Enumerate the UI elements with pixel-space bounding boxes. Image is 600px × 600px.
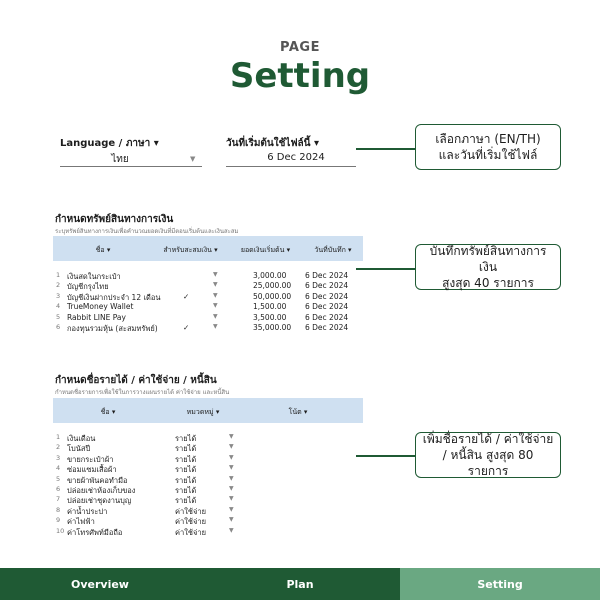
assets-section-subtitle: ระบุทรัพย์สินทางการเงินเพื่อคำนวณยอดเงินที่มีตอนเริ่มต้นและเงินสะสม [55, 228, 239, 235]
row-number: 8 [56, 505, 61, 514]
asset-amount[interactable]: 3,500.00 [253, 312, 287, 322]
row-number: 4 [56, 464, 61, 473]
chevron-down-icon[interactable]: ▼ [229, 484, 234, 492]
language-label[interactable]: Language / ภาษา ▾ [60, 138, 159, 149]
table-row[interactable] [53, 281, 363, 291]
saving-checkbox[interactable]: ✓ [183, 291, 190, 301]
assets-col-saving[interactable]: สำหรับสะสมเงิน ▾ [163, 246, 218, 254]
table-row[interactable] [53, 323, 363, 333]
category-name[interactable]: ค่าไฟฟ้า [67, 517, 95, 527]
category-type[interactable]: รายได้ [175, 485, 197, 495]
asset-date[interactable]: 6 Dec 2024 [305, 302, 349, 312]
table-row[interactable] [53, 292, 363, 302]
chevron-down-icon[interactable]: ▼ [213, 302, 218, 310]
chevron-down-icon[interactable]: ▼ [190, 155, 196, 163]
row-number: 5 [56, 312, 61, 321]
row-number: 1 [56, 433, 61, 441]
category-type[interactable]: รายได้ [175, 444, 197, 454]
category-name[interactable]: ขายกระเป๋าผ้า [67, 454, 114, 464]
saving-checkbox[interactable]: ✓ [183, 322, 190, 332]
category-name[interactable]: ค่าน้ำประปา [67, 506, 108, 516]
asset-amount[interactable]: 50,000.00 [253, 291, 292, 301]
category-type[interactable]: รายได้ [175, 496, 197, 506]
row-number: 10 [56, 526, 65, 535]
row-number: 4 [56, 302, 61, 311]
table-row[interactable] [53, 302, 363, 312]
asset-name[interactable]: บัญชีกรุงไทย [67, 282, 109, 292]
bottom-nav [0, 568, 600, 600]
row-number: 6 [56, 322, 61, 331]
chevron-down-icon[interactable]: ▼ [213, 281, 218, 289]
row-number: 3 [56, 291, 61, 300]
category-name[interactable]: ค่าโทรศัพท์มือถือ [67, 527, 123, 537]
assets-table-header [53, 236, 363, 261]
asset-name[interactable]: TrueMoney Wallet [67, 302, 134, 312]
asset-date[interactable]: 6 Dec 2024 [305, 312, 349, 322]
chevron-down-icon[interactable]: ▼ [229, 505, 234, 513]
asset-date[interactable]: 6 Dec 2024 [305, 322, 349, 332]
chevron-down-icon[interactable]: ▼ [229, 433, 234, 440]
row-number: 9 [56, 516, 61, 525]
asset-amount[interactable]: 25,000.00 [253, 281, 292, 291]
table-row[interactable] [53, 454, 363, 464]
categories-table-header [53, 398, 363, 423]
categories-table-body [53, 433, 363, 551]
asset-amount[interactable]: 3,000.00 [253, 271, 287, 280]
row-number: 2 [56, 281, 61, 290]
chevron-down-icon[interactable]: ▼ [229, 474, 234, 482]
page-label: PAGE [280, 40, 320, 55]
tab-plan[interactable]: Plan [200, 568, 400, 600]
row-number: 7 [56, 495, 61, 504]
asset-date[interactable]: 6 Dec 2024 [305, 281, 349, 291]
start-date-label[interactable]: วันที่เริ่มต้นใช้ไฟล์นี้ ▾ [226, 138, 319, 149]
asset-amount[interactable]: 1,500.00 [253, 302, 287, 312]
table-row[interactable] [53, 464, 363, 474]
categories-col-name[interactable]: ชื่อ ▾ [100, 408, 116, 416]
table-row[interactable] [53, 271, 363, 281]
chevron-down-icon[interactable]: ▼ [229, 464, 234, 472]
tab-overview[interactable]: Overview [0, 568, 200, 600]
table-row[interactable] [53, 516, 363, 526]
language-field-underline [60, 166, 202, 167]
callout-categories: เพิ่มชื่อรายได้ / ค่าใช้จ่าย / หนี้สิน สูงสุด 80 รายการ [415, 432, 561, 478]
tab-setting[interactable]: Setting [400, 568, 600, 600]
category-name[interactable]: โบนัสปี [67, 444, 91, 454]
page-title: Setting [229, 56, 371, 96]
category-type[interactable]: รายได้ [175, 465, 197, 475]
asset-name[interactable]: กองทุนรวมหุ้น (สะสมทรัพย์) [67, 323, 158, 333]
category-type[interactable]: รายได้ [175, 475, 197, 485]
start-date-input[interactable]: 6 Dec 2024 [267, 152, 325, 163]
table-row[interactable] [53, 475, 363, 485]
category-type[interactable]: รายได้ [175, 434, 197, 443]
table-row[interactable] [53, 527, 363, 537]
chevron-down-icon[interactable]: ▼ [213, 322, 218, 330]
categories-section-subtitle: กำหนดชื่อรายการเพื่อใช้ในการวางแผนรายได้ ค่าใช้จ่าย และหนี้สิน [55, 389, 230, 396]
row-number: 5 [56, 474, 61, 483]
chevron-down-icon[interactable]: ▼ [229, 526, 234, 534]
chevron-down-icon[interactable]: ▼ [229, 516, 234, 524]
category-name[interactable]: ซ่อมแซมเสื้อผ้า [67, 465, 117, 475]
callout-connector [356, 455, 416, 457]
category-name[interactable]: ปล่อยเช่าชุดงานบุญ [67, 496, 132, 506]
assets-table-body [53, 271, 363, 337]
categories-section-title: กำหนดชื่อรายได้ / ค่าใช้จ่าย / หนี้สิน [55, 375, 217, 386]
assets-col-amount[interactable]: ยอดเงินเริ่มต้น ▾ [240, 246, 291, 254]
callout-connector [356, 148, 416, 150]
table-row[interactable] [53, 506, 363, 516]
asset-amount[interactable]: 35,000.00 [253, 322, 292, 332]
chevron-down-icon[interactable]: ▼ [213, 312, 218, 320]
category-type[interactable]: ค่าใช้จ่าย [175, 527, 206, 537]
table-row[interactable] [53, 433, 363, 443]
callout-connector [356, 268, 416, 270]
asset-name[interactable]: บัญชีเงินฝากประจำ 12 เดือน [67, 292, 161, 302]
assets-col-date[interactable]: วันที่บันทึก ▾ [314, 246, 352, 254]
row-number: 3 [56, 453, 61, 462]
category-name[interactable]: ขายผ้าพันคอทำมือ [67, 475, 128, 485]
row-number: 1 [56, 271, 61, 279]
category-type[interactable]: ค่าใช้จ่าย [175, 517, 206, 527]
language-select[interactable]: ไทย [111, 154, 129, 165]
row-number: 6 [56, 484, 61, 493]
chevron-down-icon[interactable]: ▼ [229, 453, 234, 461]
asset-date[interactable]: 6 Dec 2024 [305, 271, 349, 280]
table-row[interactable] [53, 485, 363, 495]
category-type[interactable]: ค่าใช้จ่าย [175, 506, 206, 516]
asset-name[interactable]: เงินสดในกระเป๋า [67, 272, 121, 281]
chevron-down-icon[interactable]: ▼ [213, 271, 218, 278]
start-date-underline [226, 166, 356, 167]
table-row[interactable] [53, 313, 363, 323]
asset-date[interactable]: 6 Dec 2024 [305, 291, 349, 301]
callout-assets: บันทึกทรัพย์สินทางการเงิน สูงสุด 40 รายการ [415, 244, 561, 290]
category-type[interactable]: รายได้ [175, 454, 197, 464]
callout-language: เลือกภาษา (EN/TH) และวันที่เริ่มใช้ไฟล์ [415, 124, 561, 170]
category-name[interactable]: เงินเดือน [67, 434, 96, 443]
assets-col-name[interactable]: ชื่อ ▾ [95, 246, 111, 254]
assets-section-title: กำหนดทรัพย์สินทางการเงิน [55, 214, 174, 225]
table-row[interactable] [53, 443, 363, 453]
chevron-down-icon[interactable]: ▼ [213, 291, 218, 299]
row-number: 2 [56, 443, 61, 452]
categories-col-note[interactable]: โน้ต ▾ [288, 408, 308, 416]
table-row[interactable] [53, 495, 363, 505]
chevron-down-icon[interactable]: ▼ [229, 443, 234, 451]
category-name[interactable]: ปล่อยเช่าห้องเก็บของ [67, 485, 136, 495]
chevron-down-icon[interactable]: ▼ [229, 495, 234, 503]
asset-name[interactable]: Rabbit LINE Pay [67, 312, 126, 322]
categories-col-type[interactable]: หมวดหมู่ ▾ [186, 408, 220, 416]
